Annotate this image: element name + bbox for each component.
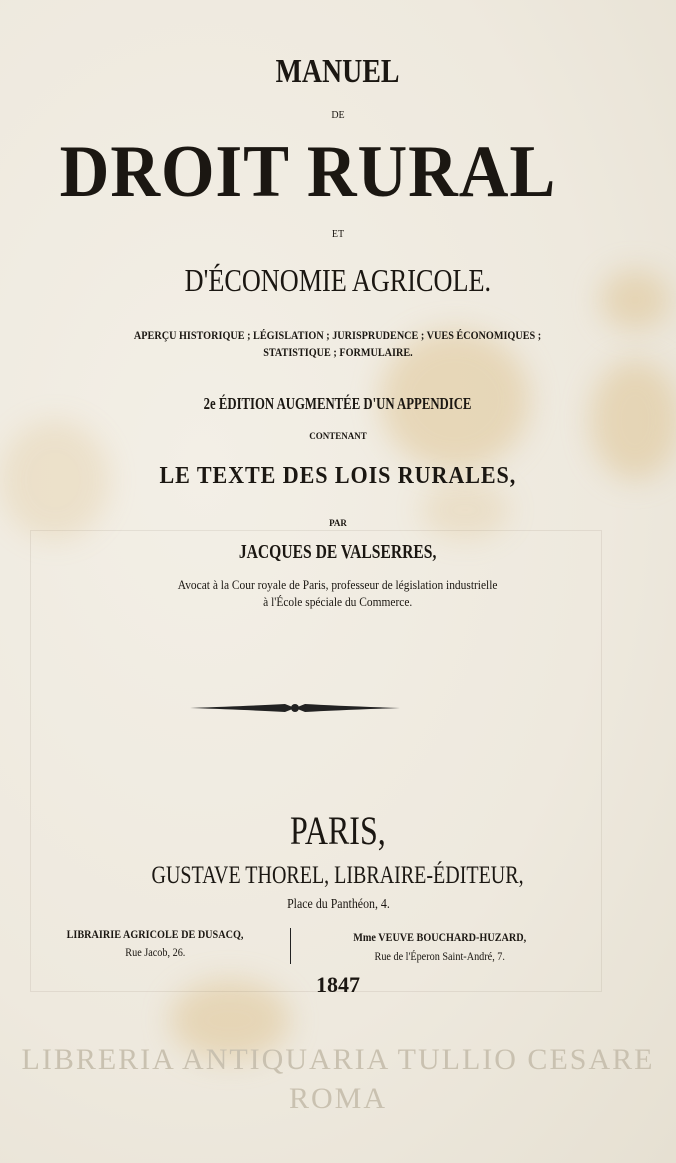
- right-address: Rue de l'Éperon Saint-André, 7.: [374, 949, 506, 963]
- ornament-rule: [190, 700, 400, 716]
- subtitle: D'ÉCONOMIE AGRICOLE.: [184, 262, 492, 298]
- publisher: GUSTAVE THOREL, LIBRAIRE-ÉDITEUR,: [151, 862, 525, 889]
- appendix-title: LE TEXTE DES LOIS RURALES,: [159, 463, 517, 489]
- par: PAR: [329, 518, 347, 528]
- contenant: CONTENANT: [309, 431, 367, 441]
- city: PARIS,: [290, 808, 386, 853]
- author: JACQUES DE VALSERRES,: [239, 541, 437, 563]
- author-desc-2: à l'École spéciale du Commerce.: [263, 594, 413, 609]
- title-de: DE: [331, 110, 345, 121]
- title-et: ET: [331, 229, 345, 240]
- year: 1847: [316, 972, 360, 997]
- watermark: LIBRERIA ANTIQUARIA TULLIO CESARE ROMA: [21, 1043, 655, 1115]
- edition: 2e ÉDITION AUGMENTÉE D'UN APPENDICE: [204, 394, 472, 413]
- topics-line-1: APERÇU HISTORIQUE ; LÉGISLATION ; JURISPRUDENCE ; VUES ÉCONOMIQUES ;: [134, 328, 542, 342]
- right-bookseller: Mme VEUVE BOUCHARD-HUZARD,: [353, 930, 527, 944]
- topics-line-2: STATISTIQUE ; FORMULAIRE.: [263, 345, 413, 359]
- left-bookseller: LIBRAIRIE AGRICOLE DE DUSACQ,: [66, 927, 244, 941]
- main-title: DROIT RURAL: [59, 131, 557, 213]
- author-desc-1: Avocat à la Cour royale de Paris, professeur de législation industrielle: [178, 577, 498, 592]
- column-divider: [290, 928, 291, 964]
- title-manuel: MANUEL: [276, 53, 400, 90]
- publisher-address: Place du Panthéon, 4.: [286, 897, 390, 912]
- left-address: Rue Jacob, 26.: [124, 945, 186, 959]
